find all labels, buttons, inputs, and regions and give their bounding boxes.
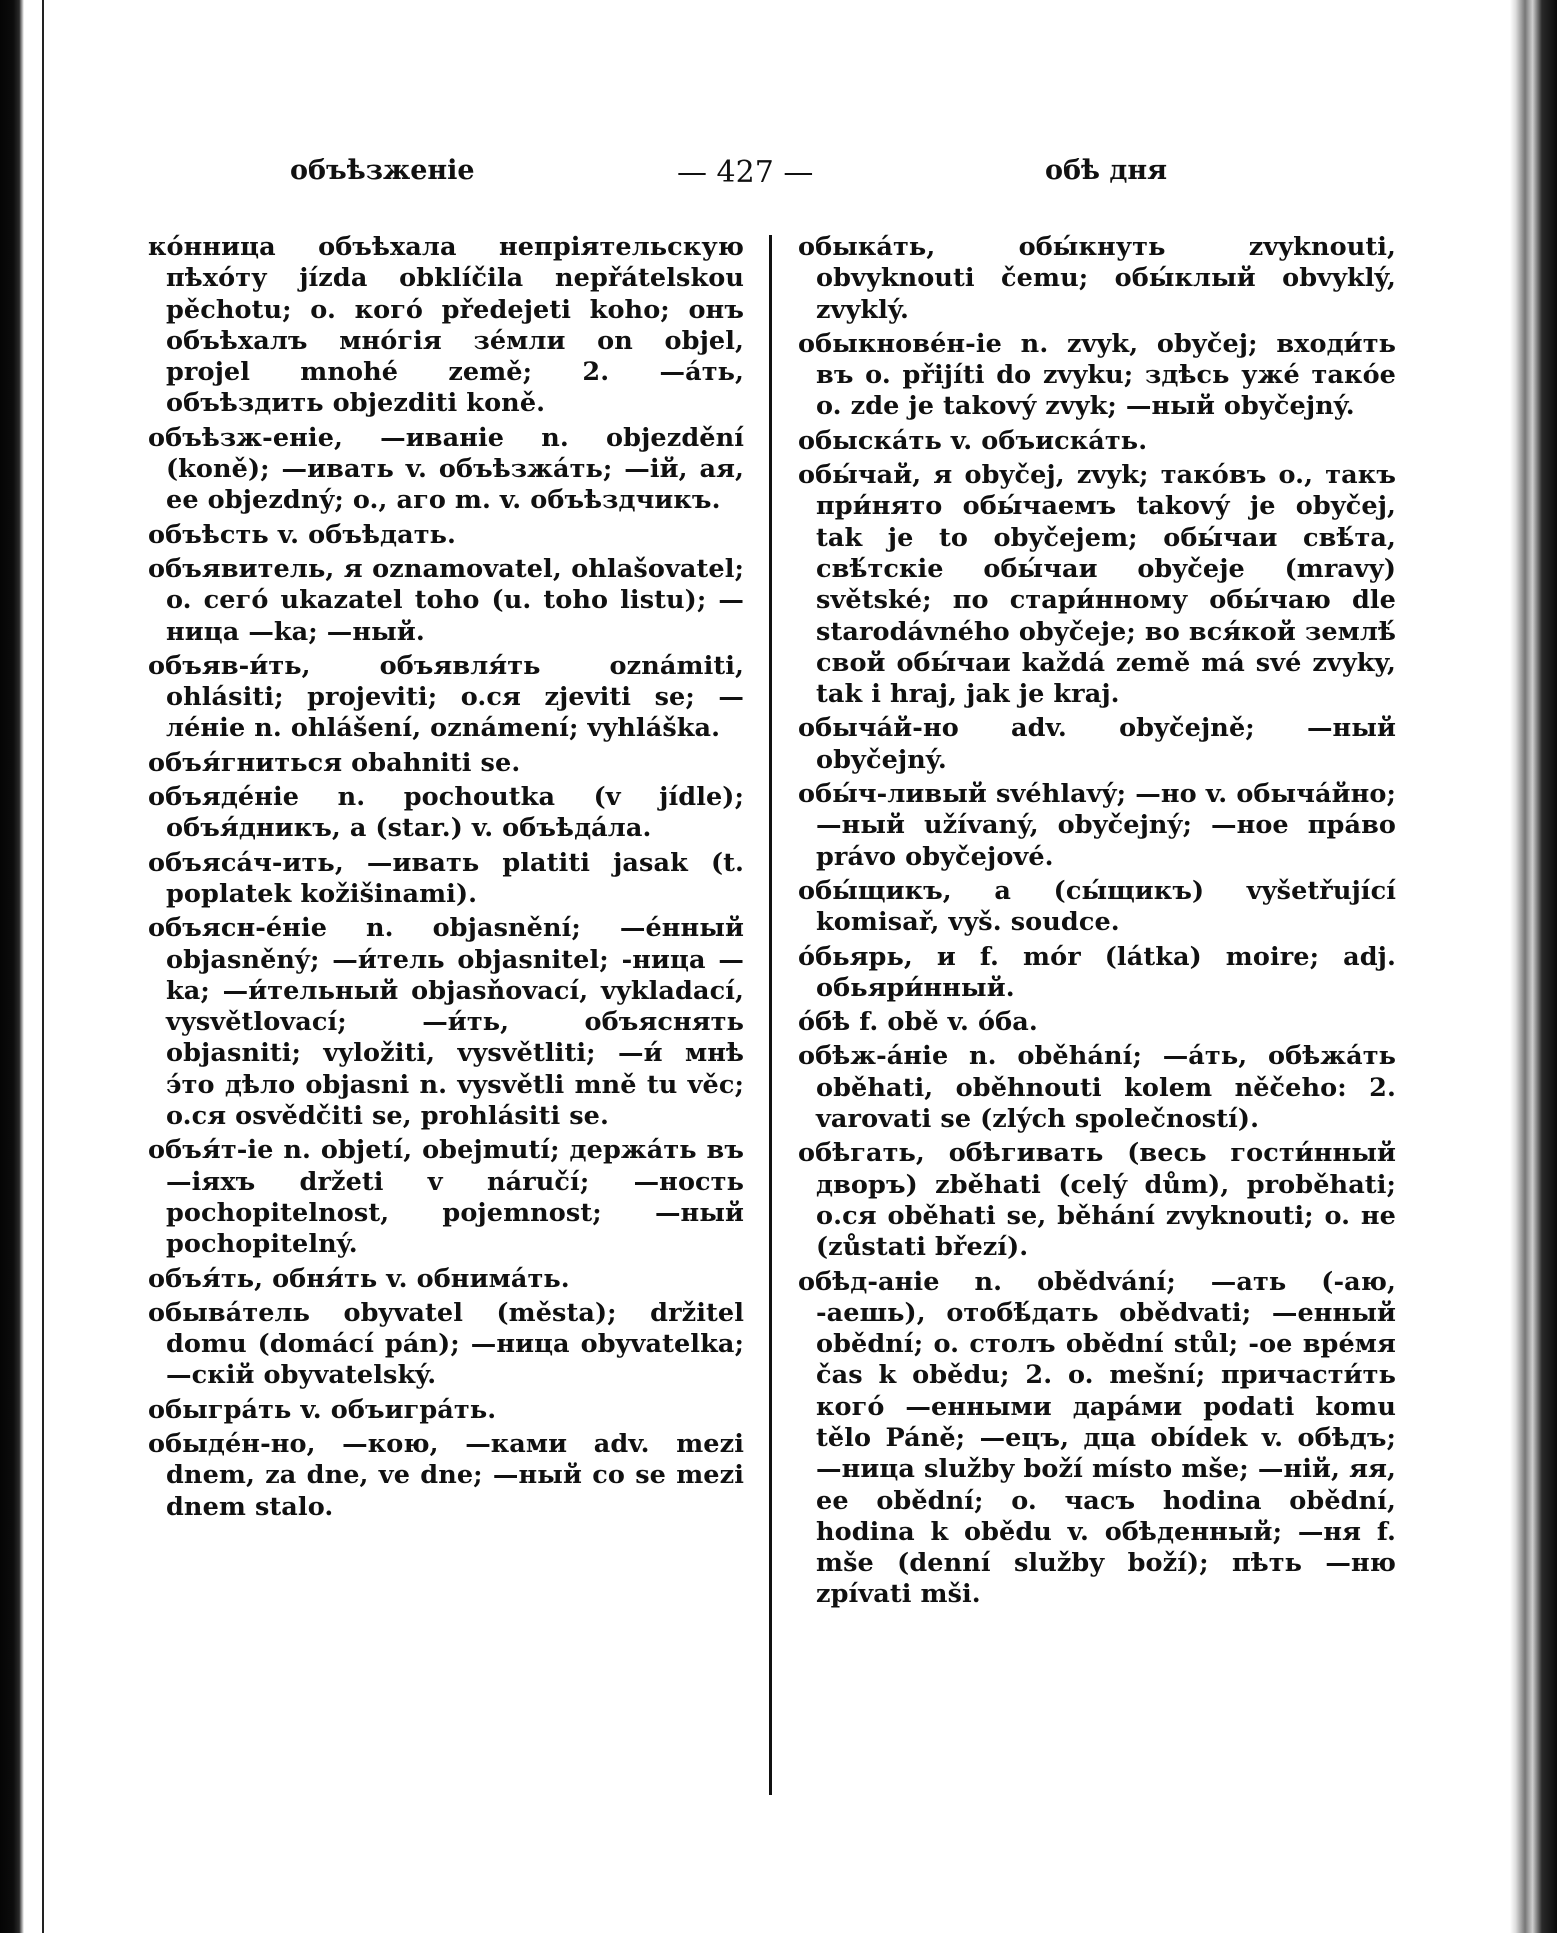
dictionary-entry: объясáч-ить, —ивать platiti jasak (t. poplatek kožišinami). [148,847,744,909]
dictionary-entry: обыгрáть v. объигрáть. [148,1394,497,1425]
dictionary-entry: объясн-éніе n. objasnění; —éнный objasněný; —и́тель objasnitel; -ница —ka; —и́тельный objasňovací, vykladací, vysvětlovací; —и́ть, объяснять objasniti; vyložiti, vysvětliti; —и́ мнѣ э́то дѣло objasni n. vysvětli mně tu věc; o.ся osvědčiti se, prohlásiti se. [148,913,744,1132]
scan-right-edge [1510,0,1557,1933]
dictionary-entry: объядéніе n. pochoutka (v jídle); объя́дникъ, а (star.) v. объѣдáла. [148,782,744,844]
scan-left-shadow [0,0,24,1933]
dictionary-entry: обыкáть, обы́кнуть zvyknouti, obvyknouti čemu; обы́клый obvyklý, zvyklý. [798,232,1396,325]
dictionary-entry: обы́чай, я obyčej, zvyk; такóвъ o., такъ при́нято обы́чаемъ takový je obyčej, tak je to obyčejem; обы́чаи свѣ́та, свѣ́тскіе обы́чаи obyčeje (mravy) světské; по стари́нному обы́чаю dle starodávného obyčeje; во вся́кой землѣ́ свой обы́чаи každá země má své zvyky, tak i hraj, jak je kraj. [798,460,1396,710]
dictionary-entry: объя́ть, обня́ть v. обнимáть. [148,1263,570,1294]
left-column [148,232,744,1526]
dictionary-entry: объя́гниться obahniti se. [148,747,521,778]
dictionary-entry: объѣсть v. объѣдать. [148,519,457,550]
dictionary-entry: обыдéн-но, —кою, —ками adv. mezi dnem, za dne, ve dne; —ный co se mezi dnem stalo. [148,1428,744,1522]
header-left-guide-word: объѣзженіе [290,155,475,186]
dictionary-entry: обыскáть v. объискáть. [798,425,1148,456]
dictionary-entry: обычáй-но adv. obyčejně; —ный obyčejný. [798,713,1396,775]
header-right-guide-word: обѣ дня [1045,155,1168,186]
dictionary-entry: обывáтель obyvatel (města); držitel domu (domácí pán); —ница obyvatelka; —скій obyvatelský. [148,1297,744,1391]
right-column [798,232,1396,1614]
dictionary-entry: объя́т-іе n. objetí, obejmutí; держáть въ —іяхъ držeti v náručí; —ность pochopitelnost, pojemnost; —ный pochopitelný. [148,1135,744,1260]
dictionary-entry: обѣж-áніе n. oběhání; —áть, обѣжáть oběhati, oběhnouti kolem něčeho: 2. varovati se (zlých společností). [798,1041,1396,1135]
dictionary-entry: кóнница объѣхала непріятельскую пѣхóту jízda obklíčila nepřátelskou pěchotu; o. когó předejeti koho; онъ объѣхалъ мнóгія зéмли on objel, projel mnohé země; 2. —áть, объѣздить objezditi koně. [148,232,744,419]
running-header [100,155,1480,195]
page-fold-line [42,0,44,1933]
dictionary-entry: обы́ч-ливый svéhlavý; —но v. обычáйно; —ный užívaný, obyčejný; —ное прáво právo obyčejové. [798,779,1396,872]
dictionary-entry: óбѣ f. obě v. óба. [798,1007,1038,1038]
dictionary-entry: обѣд-аніе n. obědvání; —ать (-аю, -аешь), отобѣ́дать obědvati; —енный obědní; o. столъ obědní stůl; -ое врéмя čas k obědu; 2. o. mešní; причасти́ть когó —енными дарáми podati komu tělo Páně; —ецъ, дца obídek v. обѣдъ; —ница služby boží místo mše; —ній, яя, ее obědní; o. часъ hodina obědní, hodina k obědu v. обѣденный; —ня f. mše (denní služby boží); пѣть —ню zpívati mši. [798,1266,1396,1610]
dictionary-entry: объяв-и́ть, объявля́ть oznámiti, ohlásiti; projeviti; o.ся zjeviti se; —лéніе n. ohlášení, oznámení; vyhláška. [148,650,744,744]
dictionary-entry: обы́щикъ, а (сы́щикъ) vyšetřující komisař, vyš. soudce. [798,875,1396,938]
page-number: — 427 — [677,155,814,190]
dictionary-entry: объѣзж-еніе, —иваніе n. objezdění (koně); —ивать v. объѣзжáть; —ій, ая, ее objezdný; o., аго m. v. объѣздчикъ. [148,422,744,516]
column-divider [769,235,772,1795]
dictionary-entry: обыкновéн-іе n. zvyk, obyčej; входи́ть въ o. přijíti do zvyku; здѣсь ужé такóе o. zde je takový zvyk; —ный obyčejný. [798,328,1396,422]
dictionary-entry: óбьярь, и f. mór (látka) moire; adj. обьяри́нный. [798,941,1396,1003]
dictionary-entry: объявитель, я oznamovatel, ohlašovatel; o. сегó ukazatel toho (u. toho listu); —ница —ka; —ный. [148,553,744,647]
dictionary-entry: обѣгать, обѣгивать (весь гости́нный дворъ) zběhati (celý dům), proběhati; о.ся oběhati se, běhání zvyknouti; o. не (zůstati březí). [798,1138,1396,1263]
